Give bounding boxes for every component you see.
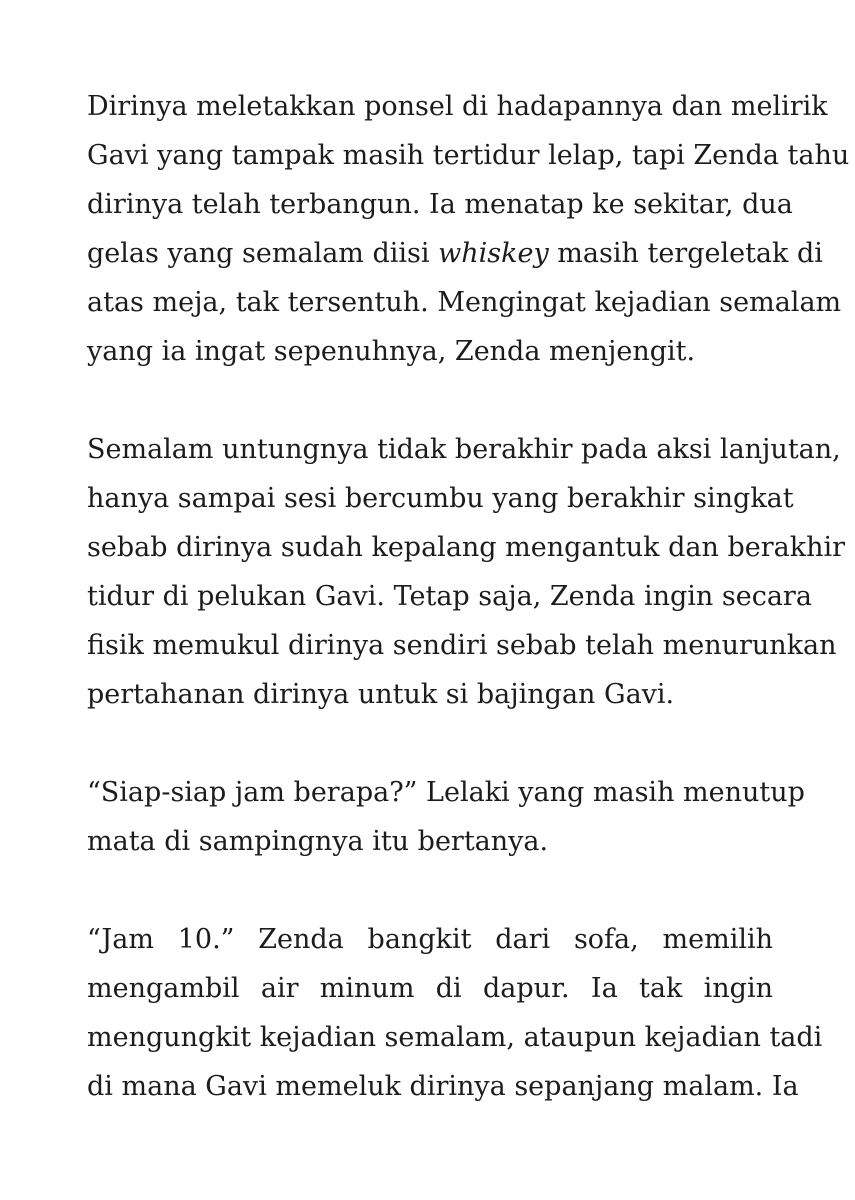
text-line: Dirinya meletakkan ponsel di hadapannya dan melirik <box>87 91 828 122</box>
text-line: “Jam 10.” Zenda bangkit dari sofa, memilih <box>87 924 773 955</box>
paragraph-4 <box>87 915 823 1111</box>
text-line: di mana Gavi memeluk dirinya sepanjang malam. Ia <box>87 1071 799 1102</box>
text-line: yang ia ingat sepenuhnya, Zenda menjengit. <box>87 336 696 367</box>
text-line: tidur di pelukan Gavi. Tetap saja, Zenda ingin secara <box>87 581 812 612</box>
text-line: mengambil air minum di dapur. Ia tak ingin <box>87 973 773 1004</box>
text-line: “Siap-siap jam berapa?” Lelaki yang masih menutup <box>87 777 805 808</box>
text-run: masih tergeletak di <box>548 238 823 269</box>
text-line: hanya sampai sesi bercumbu yang berakhir singkat <box>87 483 794 514</box>
paragraph-3 <box>87 768 805 866</box>
italic-word: whiskey <box>438 238 549 269</box>
text-line: fisik memukul dirinya sendiri sebab telah menurunkan <box>87 630 837 661</box>
text-line: sebab dirinya sudah kepalang mengantuk dan berakhir <box>87 532 846 563</box>
text-line: mata di sampingnya itu bertanya. <box>87 826 549 857</box>
text-run: gelas yang semalam diisi <box>87 238 439 269</box>
paragraph-1 <box>87 82 850 376</box>
text-line: mengungkit kejadian semalam, ataupun kejadian tadi <box>87 1022 823 1053</box>
text-line-with-italic <box>87 229 823 278</box>
text-line: pertahanan dirinya untuk si bajingan Gavi. <box>87 679 675 710</box>
document-body <box>87 82 850 1111</box>
paragraph-2 <box>87 425 846 719</box>
text-line: Semalam untungnya tidak berakhir pada aksi lanjutan, <box>87 434 841 465</box>
text-line: Gavi yang tampak masih tertidur lelap, tapi Zenda tahu <box>87 140 850 171</box>
text-line: dirinya telah terbangun. Ia menatap ke sekitar, dua <box>87 189 793 220</box>
text-line: atas meja, tak tersentuh. Mengingat kejadian semalam <box>87 287 842 318</box>
